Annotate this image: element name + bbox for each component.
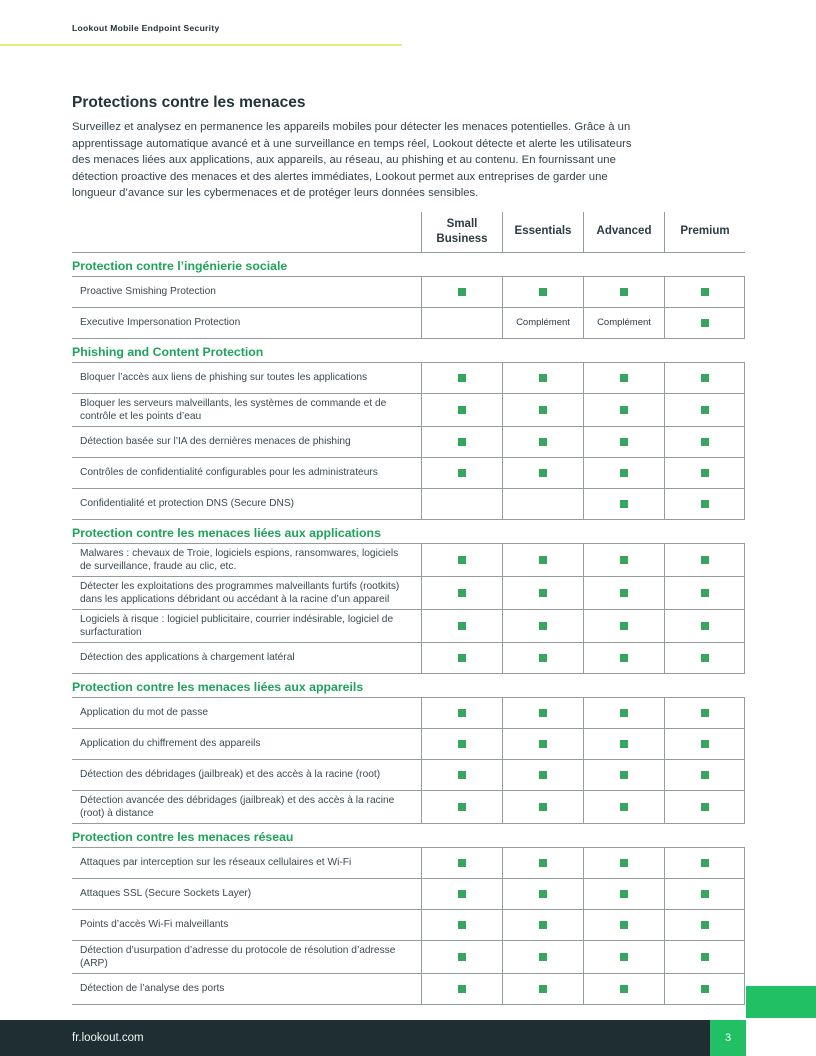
included-cell bbox=[421, 610, 502, 642]
check-square-icon bbox=[620, 771, 628, 779]
included-cell bbox=[583, 910, 664, 940]
table-row bbox=[72, 642, 745, 673]
intro-paragraph: Surveillez et analysez en permanence les appareils mobiles pour détecter les menaces potentielles. Grâce à un apprentissage automatique avancé et à une surveillance en temps réel, Lookout détecte et alerte les utilisateurs des menaces liées aux applications, aux appareils, au réseau, au phishing et au contenu. En fournissant une détection proactive des menaces et des alertes immédiates, Lookout permet aux entreprises de garder une longueur d’avance sur les cybermenaces et de protéger leurs données sensibles. bbox=[72, 121, 632, 199]
check-square-icon bbox=[620, 406, 628, 414]
check-square-icon bbox=[701, 740, 709, 748]
feature-label: Détection des débridages (jailbreak) et des accès à la racine (root) bbox=[80, 769, 381, 780]
table-row bbox=[72, 576, 745, 609]
check-square-icon bbox=[620, 803, 628, 811]
check-square-icon bbox=[620, 500, 628, 508]
check-square-icon bbox=[620, 654, 628, 662]
included-cell bbox=[583, 791, 664, 823]
check-square-icon bbox=[458, 771, 466, 779]
check-square-icon bbox=[701, 406, 709, 414]
table-row bbox=[72, 609, 745, 642]
table-row bbox=[72, 973, 745, 1004]
included-cell bbox=[421, 729, 502, 759]
included-cell bbox=[502, 848, 583, 878]
green-corner-tab bbox=[746, 986, 816, 1018]
check-square-icon bbox=[701, 890, 709, 898]
check-square-icon bbox=[701, 374, 709, 382]
feature-label: Détection de l’analyse des ports bbox=[80, 983, 225, 994]
check-square-icon bbox=[458, 288, 466, 296]
included-cell bbox=[664, 489, 745, 519]
feature-label: Détection d’usurpation d’adresse du protocole de résolution d’adresse (ARP) bbox=[80, 944, 396, 969]
included-cell bbox=[583, 760, 664, 790]
check-square-icon bbox=[620, 921, 628, 929]
page-title: Protections contre les menaces bbox=[72, 94, 306, 111]
section-table bbox=[72, 362, 745, 520]
check-square-icon bbox=[458, 859, 466, 867]
included-cell bbox=[421, 848, 502, 878]
feature-label: Application du chiffrement des appareils bbox=[80, 738, 261, 749]
included-cell bbox=[502, 729, 583, 759]
check-square-icon bbox=[458, 556, 466, 564]
section-table bbox=[72, 543, 745, 674]
included-cell bbox=[421, 760, 502, 790]
check-square-icon bbox=[620, 374, 628, 382]
check-square-icon bbox=[620, 890, 628, 898]
included-cell bbox=[583, 277, 664, 307]
included-cell bbox=[664, 394, 745, 426]
table-row bbox=[72, 759, 745, 790]
included-cell bbox=[502, 879, 583, 909]
check-square-icon bbox=[539, 803, 547, 811]
included-cell bbox=[583, 489, 664, 519]
included-cell bbox=[664, 879, 745, 909]
check-square-icon bbox=[701, 500, 709, 508]
included-cell bbox=[664, 544, 745, 576]
check-square-icon bbox=[620, 953, 628, 961]
check-square-icon bbox=[701, 438, 709, 446]
feature-label: Confidentialité et protection DNS (Secure DNS) bbox=[80, 498, 295, 509]
included-cell bbox=[664, 643, 745, 673]
included-cell bbox=[664, 910, 745, 940]
feature-label: Attaques par interception sur les réseaux cellulaires et Wi-Fi bbox=[80, 857, 352, 868]
included-cell bbox=[421, 910, 502, 940]
check-square-icon bbox=[539, 740, 547, 748]
included-cell bbox=[664, 363, 745, 393]
check-square-icon bbox=[458, 890, 466, 898]
feature-label: Executive Impersonation Protection bbox=[80, 317, 241, 328]
included-cell bbox=[502, 427, 583, 457]
check-square-icon bbox=[458, 374, 466, 382]
check-square-icon bbox=[458, 654, 466, 662]
included-cell bbox=[421, 394, 502, 426]
check-square-icon bbox=[620, 985, 628, 993]
section-table bbox=[72, 697, 745, 824]
included-cell bbox=[502, 941, 583, 973]
included-cell bbox=[421, 277, 502, 307]
check-square-icon bbox=[701, 622, 709, 630]
feature-label: Points d’accès Wi-Fi malveillants bbox=[80, 919, 229, 930]
check-square-icon bbox=[539, 374, 547, 382]
included-cell bbox=[583, 879, 664, 909]
check-square-icon bbox=[458, 953, 466, 961]
feature-sections bbox=[72, 259, 745, 1005]
feature-label: Détection avancée des débridages (jailbreak) et des accès à la racine (root) à distance bbox=[80, 794, 395, 819]
check-square-icon bbox=[458, 921, 466, 929]
table-row bbox=[72, 790, 745, 823]
table-row bbox=[72, 426, 745, 457]
included-cell bbox=[664, 308, 745, 338]
included-cell bbox=[421, 791, 502, 823]
included-cell bbox=[664, 610, 745, 642]
included-cell bbox=[502, 610, 583, 642]
feature-label: Attaques SSL (Secure Sockets Layer) bbox=[80, 888, 252, 899]
section-title: Protection contre les menaces réseau bbox=[72, 829, 294, 844]
included-cell bbox=[421, 974, 502, 1004]
included-cell bbox=[664, 427, 745, 457]
included-cell bbox=[502, 643, 583, 673]
check-square-icon bbox=[701, 953, 709, 961]
table-row bbox=[72, 543, 745, 576]
included-cell bbox=[502, 698, 583, 728]
section-title: Protection contre les menaces liées aux appareils bbox=[72, 679, 364, 694]
feature-label: Détecter les exploitations des programmes malveillants furtifs (rootkits) dans les applications débridant ou accédant à la racine d’un appareil bbox=[80, 580, 400, 605]
table-row bbox=[72, 307, 745, 338]
table-row bbox=[72, 276, 745, 307]
brand-rule-divider bbox=[0, 44, 402, 46]
check-square-icon bbox=[701, 288, 709, 296]
check-square-icon bbox=[701, 469, 709, 477]
table-row bbox=[72, 457, 745, 488]
check-square-icon bbox=[620, 438, 628, 446]
check-square-icon bbox=[539, 859, 547, 867]
check-square-icon bbox=[539, 890, 547, 898]
check-square-icon bbox=[701, 985, 709, 993]
check-square-icon bbox=[539, 985, 547, 993]
check-square-icon bbox=[620, 740, 628, 748]
included-cell bbox=[664, 458, 745, 488]
check-square-icon bbox=[620, 288, 628, 296]
feature-label: Détection des applications à chargement latéral bbox=[80, 652, 295, 663]
included-cell bbox=[502, 910, 583, 940]
included-cell bbox=[502, 394, 583, 426]
included-cell bbox=[502, 544, 583, 576]
table-row bbox=[72, 728, 745, 759]
check-square-icon bbox=[458, 709, 466, 717]
table-row bbox=[72, 488, 745, 519]
feature-label: Bloquer les serveurs malveillants, les systèmes de commande et de contrôle et les points d’eau bbox=[80, 397, 387, 422]
plan-column-essentials: Essentials bbox=[502, 212, 583, 252]
included-cell bbox=[583, 577, 664, 609]
empty-cell bbox=[502, 489, 583, 519]
check-square-icon bbox=[539, 589, 547, 597]
feature-label: Logiciels à risque : logiciel publicitaire, courrier indésirable, logiciel de surfacturation bbox=[80, 613, 394, 638]
included-cell bbox=[664, 698, 745, 728]
feature-label: Détection basée sur l’IA des dernières menaces de phishing bbox=[80, 436, 351, 447]
included-cell bbox=[502, 760, 583, 790]
included-cell bbox=[502, 577, 583, 609]
included-cell bbox=[583, 458, 664, 488]
included-cell bbox=[421, 544, 502, 576]
check-square-icon bbox=[539, 438, 547, 446]
included-cell bbox=[421, 941, 502, 973]
brand-header: Lookout Mobile Endpoint Security bbox=[72, 23, 220, 33]
included-cell bbox=[664, 760, 745, 790]
check-square-icon bbox=[539, 288, 547, 296]
table-row bbox=[72, 697, 745, 728]
check-square-icon bbox=[701, 319, 709, 327]
empty-cell bbox=[421, 308, 502, 338]
section-title: Phishing and Content Protection bbox=[72, 344, 264, 359]
included-cell bbox=[502, 277, 583, 307]
section-table bbox=[72, 847, 745, 1005]
feature-label: Malwares : chevaux de Troie, logiciels espions, ransomwares, logiciels de surveillance, fraude au clic, etc. bbox=[80, 547, 399, 572]
check-square-icon bbox=[539, 406, 547, 414]
table-row bbox=[72, 362, 745, 393]
included-cell bbox=[664, 729, 745, 759]
check-square-icon bbox=[701, 709, 709, 717]
footer-bar bbox=[0, 1020, 710, 1056]
check-square-icon bbox=[701, 803, 709, 811]
check-square-icon bbox=[620, 589, 628, 597]
check-square-icon bbox=[620, 556, 628, 564]
included-cell bbox=[583, 363, 664, 393]
included-cell bbox=[502, 974, 583, 1004]
check-square-icon bbox=[458, 438, 466, 446]
included-cell bbox=[421, 427, 502, 457]
included-cell bbox=[664, 577, 745, 609]
check-square-icon bbox=[539, 556, 547, 564]
included-cell bbox=[664, 277, 745, 307]
included-cell bbox=[583, 848, 664, 878]
check-square-icon bbox=[620, 709, 628, 717]
check-square-icon bbox=[458, 469, 466, 477]
main-content bbox=[72, 94, 745, 1005]
check-square-icon bbox=[701, 859, 709, 867]
feature-label: Contrôles de confidentialité configurables pour les administrateurs bbox=[80, 467, 378, 478]
table-row bbox=[72, 940, 745, 973]
check-square-icon bbox=[458, 740, 466, 748]
feature-label: Application du mot de passe bbox=[80, 707, 208, 718]
table-row bbox=[72, 393, 745, 426]
check-square-icon bbox=[458, 589, 466, 597]
included-cell bbox=[664, 791, 745, 823]
check-square-icon bbox=[620, 622, 628, 630]
included-cell bbox=[502, 458, 583, 488]
complement-cell: Complément bbox=[502, 308, 583, 338]
page-number-badge: 3 bbox=[710, 1020, 746, 1056]
included-cell bbox=[421, 363, 502, 393]
included-cell bbox=[421, 698, 502, 728]
check-square-icon bbox=[458, 985, 466, 993]
check-square-icon bbox=[701, 771, 709, 779]
included-cell bbox=[583, 729, 664, 759]
included-cell bbox=[664, 941, 745, 973]
check-square-icon bbox=[620, 469, 628, 477]
section-title: Protection contre l’ingénierie sociale bbox=[72, 258, 288, 273]
section-table bbox=[72, 276, 745, 339]
included-cell bbox=[583, 643, 664, 673]
check-square-icon bbox=[539, 953, 547, 961]
section-title: Protection contre les menaces liées aux applications bbox=[72, 525, 381, 540]
check-square-icon bbox=[701, 589, 709, 597]
feature-label: Proactive Smishing Protection bbox=[80, 286, 216, 297]
check-square-icon bbox=[539, 771, 547, 779]
check-square-icon bbox=[458, 622, 466, 630]
plan-column-advanced: Advanced bbox=[583, 212, 664, 252]
included-cell bbox=[583, 427, 664, 457]
plan-column-premium: Premium bbox=[664, 212, 745, 252]
empty-cell bbox=[421, 489, 502, 519]
complement-cell: Complément bbox=[583, 308, 664, 338]
table-row bbox=[72, 878, 745, 909]
included-cell bbox=[664, 974, 745, 1004]
footer-url-link[interactable]: fr.lookout.com bbox=[72, 1032, 144, 1044]
included-cell bbox=[583, 941, 664, 973]
check-square-icon bbox=[539, 709, 547, 717]
included-cell bbox=[502, 791, 583, 823]
included-cell bbox=[421, 643, 502, 673]
included-cell bbox=[583, 974, 664, 1004]
included-cell bbox=[502, 363, 583, 393]
check-square-icon bbox=[539, 921, 547, 929]
plan-header-spacer bbox=[72, 212, 421, 252]
check-square-icon bbox=[701, 654, 709, 662]
table-row bbox=[72, 909, 745, 940]
feature-label: Bloquer l’accès aux liens de phishing sur toutes les applications bbox=[80, 372, 368, 383]
check-square-icon bbox=[701, 921, 709, 929]
check-square-icon bbox=[539, 622, 547, 630]
plan-header-row bbox=[72, 212, 745, 253]
check-square-icon bbox=[458, 406, 466, 414]
included-cell bbox=[421, 577, 502, 609]
included-cell bbox=[421, 879, 502, 909]
included-cell bbox=[583, 610, 664, 642]
included-cell bbox=[664, 848, 745, 878]
check-square-icon bbox=[701, 556, 709, 564]
included-cell bbox=[583, 544, 664, 576]
table-row bbox=[72, 847, 745, 878]
check-square-icon bbox=[539, 469, 547, 477]
included-cell bbox=[583, 698, 664, 728]
included-cell bbox=[421, 458, 502, 488]
check-square-icon bbox=[539, 654, 547, 662]
plan-column-small-business: Small Business bbox=[421, 212, 502, 252]
included-cell bbox=[583, 394, 664, 426]
check-square-icon bbox=[620, 859, 628, 867]
check-square-icon bbox=[458, 803, 466, 811]
